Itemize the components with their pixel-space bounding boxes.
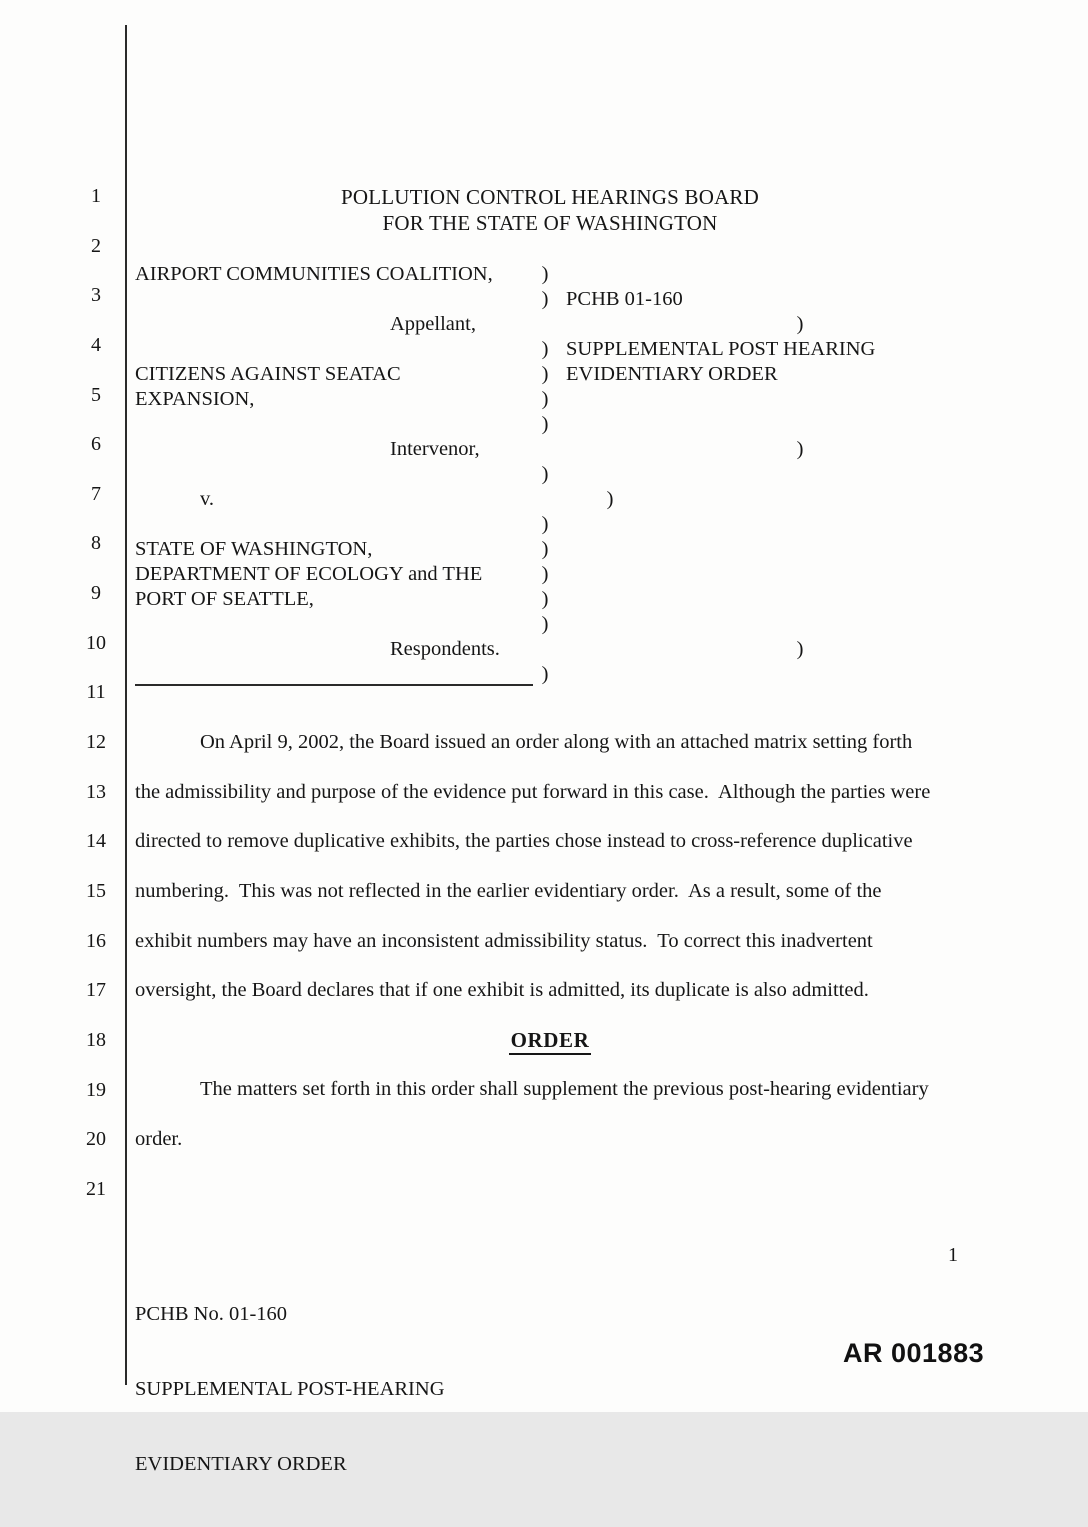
party-intervenor-name-line2: EXPANSION, bbox=[135, 388, 255, 410]
page-number: 1 bbox=[948, 1244, 958, 1266]
party-intervenor-name-line1: CITIZENS AGAINST SEATAC bbox=[135, 363, 401, 385]
party-appellant-name: AIRPORT COMMUNITIES COALITION, bbox=[135, 263, 493, 285]
line-number: 20 bbox=[86, 1128, 106, 1151]
caption-row bbox=[135, 612, 965, 637]
document-title-line1: SUPPLEMENTAL POST HEARING bbox=[566, 338, 876, 360]
caption-row bbox=[135, 462, 965, 487]
caption-paren: ) bbox=[541, 563, 549, 585]
caption-paren: ) bbox=[796, 438, 804, 460]
line-number: 19 bbox=[86, 1078, 106, 1101]
body-text-line: exhibit numbers may have an inconsistent admissibility status. To correct this inadvertent bbox=[135, 929, 873, 952]
caption-row bbox=[135, 337, 965, 362]
body-paragraph-1 bbox=[135, 718, 995, 1016]
caption-paren: ) bbox=[541, 388, 549, 410]
caption-row bbox=[135, 512, 965, 537]
line-number: 2 bbox=[91, 234, 101, 257]
line-number-column bbox=[70, 172, 122, 1214]
line-number: 4 bbox=[91, 333, 101, 356]
caption-row bbox=[135, 637, 965, 662]
party-respondent-name-line3: PORT OF SEATTLE, bbox=[135, 588, 314, 610]
party-respondent-name-line1: STATE OF WASHINGTON, bbox=[135, 538, 373, 560]
line-number: 17 bbox=[86, 979, 106, 1002]
caption-row bbox=[135, 287, 965, 312]
party-role-appellant: Appellant, bbox=[390, 313, 476, 335]
caption-paren: ) bbox=[541, 513, 549, 535]
caption-paren: ) bbox=[541, 538, 549, 560]
caption-paren: ) bbox=[541, 463, 549, 485]
party-role-respondents: Respondents. bbox=[390, 638, 500, 660]
caption-paren: ) bbox=[541, 363, 549, 385]
caption-paren: ) bbox=[541, 413, 549, 435]
caption-row bbox=[135, 537, 965, 562]
line-number: 9 bbox=[91, 582, 101, 605]
caption-row bbox=[135, 387, 965, 412]
caption-paren: ) bbox=[541, 663, 549, 685]
versus-abbreviation: v. bbox=[200, 488, 215, 510]
line-number: 10 bbox=[86, 631, 106, 654]
line-number: 11 bbox=[86, 681, 106, 704]
footer-title-line1: SUPPLEMENTAL POST-HEARING bbox=[135, 1378, 445, 1400]
caption-closing-line bbox=[135, 684, 533, 686]
case-number: PCHB 01-160 bbox=[566, 288, 683, 310]
bates-stamp: AR 001883 bbox=[843, 1338, 985, 1368]
party-role-intervenor: Intervenor, bbox=[390, 438, 480, 460]
line-number: 12 bbox=[86, 731, 106, 754]
caption-row bbox=[135, 437, 965, 462]
caption-paren: ) bbox=[796, 638, 804, 660]
body-text-line: directed to remove duplicative exhibits, the parties chose instead to cross-reference duplicative bbox=[135, 830, 913, 853]
line-number: 18 bbox=[86, 1028, 106, 1051]
caption-paren: ) bbox=[541, 588, 549, 610]
line-number: 8 bbox=[91, 532, 101, 555]
caption-row bbox=[135, 312, 965, 337]
body-paragraph-2 bbox=[135, 1065, 995, 1164]
caption-paren: ) bbox=[606, 488, 614, 510]
caption-paren: ) bbox=[541, 613, 549, 635]
body-text-line: On April 9, 2002, the Board issued an order along with an attached matrix setting forth bbox=[200, 731, 913, 753]
case-caption bbox=[135, 262, 965, 687]
caption-paren: ) bbox=[541, 338, 549, 360]
order-section-heading: ORDER bbox=[135, 1016, 965, 1066]
body-text-line: order. bbox=[135, 1127, 183, 1150]
caption-row bbox=[135, 562, 965, 587]
body-text-line: numbering. This was not reflected in the earlier evidentiary order. As a result, some of the bbox=[135, 879, 882, 902]
footer-case-number: PCHB No. 01-160 bbox=[135, 1303, 288, 1325]
line-number: 3 bbox=[91, 284, 101, 307]
body-text-line: The matters set forth in this order shall supplement the previous post-hearing evidentiary bbox=[200, 1078, 929, 1100]
caption-row bbox=[135, 262, 965, 287]
caption-row bbox=[135, 362, 965, 387]
caption-paren: ) bbox=[796, 313, 804, 335]
line-number: 1 bbox=[91, 185, 101, 207]
line-number: 5 bbox=[91, 383, 101, 406]
line-number: 14 bbox=[86, 830, 106, 853]
line-number: 21 bbox=[86, 1177, 106, 1200]
footer-title-line2: EVIDENTIARY ORDER bbox=[135, 1453, 347, 1475]
document-title-line2: EVIDENTIARY ORDER bbox=[566, 363, 778, 385]
line-number: 16 bbox=[86, 929, 106, 952]
court-name: POLLUTION CONTROL HEARINGS BOARD bbox=[340, 185, 760, 209]
caption-row bbox=[135, 587, 965, 612]
footer-case-reference bbox=[135, 1252, 445, 1527]
line-number: 6 bbox=[91, 433, 101, 456]
caption-row bbox=[135, 487, 965, 512]
body-text-line: the admissibility and purpose of the evidence put forward in this case. Although the parties were bbox=[135, 780, 931, 803]
line-number: 7 bbox=[91, 482, 101, 505]
body-text-line: oversight, the Board declares that if one exhibit is admitted, its duplicate is also admitted. bbox=[135, 979, 869, 1002]
line-number: 15 bbox=[86, 879, 106, 902]
line-number: 13 bbox=[86, 780, 106, 803]
caption-paren: ) bbox=[541, 288, 549, 310]
court-header bbox=[135, 185, 965, 236]
margin-rule bbox=[125, 25, 127, 1385]
caption-row bbox=[135, 412, 965, 437]
court-jurisdiction: FOR THE STATE OF WASHINGTON bbox=[382, 210, 718, 235]
caption-paren: ) bbox=[541, 263, 549, 285]
party-respondent-name-line2: DEPARTMENT OF ECOLOGY and THE bbox=[135, 563, 483, 585]
